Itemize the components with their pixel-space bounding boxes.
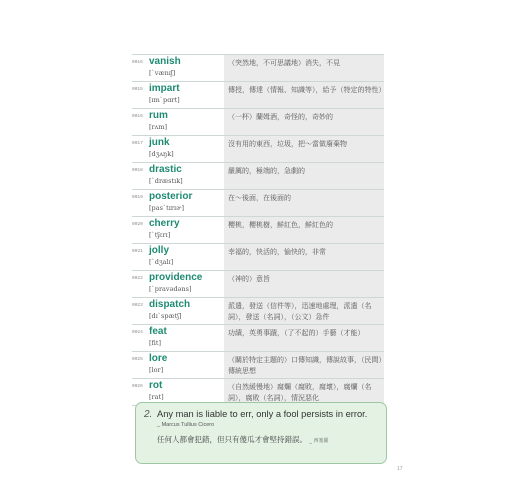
phonetic: [ˋvænɪʃ] — [149, 69, 176, 77]
headword: impart — [149, 83, 180, 94]
word-cell — [148, 190, 222, 216]
word-cell — [148, 217, 222, 243]
vocab-row — [132, 325, 384, 352]
definition: 傳授，傳達（情報、知識等），給予（特定的特性） — [228, 86, 386, 94]
vocab-row — [132, 82, 384, 109]
phonetic: [fit] — [149, 339, 162, 347]
quote-text: Any man is liable to err, only a fool persists in error. — [157, 409, 368, 419]
definition: （關於特定主題的）口傳知識，傳說故事，（民間）傳統思想 — [228, 356, 382, 375]
vocab-row — [132, 217, 384, 244]
definition: 在～後面，在後面的 — [228, 194, 291, 202]
word-cell — [148, 82, 222, 108]
definition: 沒有用的東西，垃圾，把～當做廢棄物 — [228, 140, 347, 148]
page-number: 17 — [397, 466, 403, 472]
phonetic: [rat] — [149, 393, 164, 401]
definition: 嚴厲的，極端的，急劇的 — [228, 167, 305, 175]
word-cell — [148, 55, 222, 81]
definition-cell — [224, 190, 384, 216]
definition-cell — [224, 82, 384, 108]
definition-cell — [224, 55, 384, 81]
entry-number: 0021 — [132, 249, 143, 254]
definition-cell — [224, 163, 384, 189]
entry-number: 0023 — [132, 303, 143, 308]
definition: 幸福的，快活的，愉快的，非常 — [228, 248, 326, 256]
vocab-row — [132, 271, 384, 298]
word-cell — [148, 136, 222, 162]
vocab-row — [132, 352, 384, 379]
phonetic: [pasˋtɪrɪɚ] — [149, 204, 185, 212]
phonetic: [lor] — [149, 366, 164, 374]
phonetic: [dʒʌŋk] — [149, 150, 174, 158]
word-cell — [148, 298, 222, 324]
entry-number: 0016 — [132, 60, 143, 65]
definition: （自然緩慢地）腐爛（腐敗，腐壞），腐爛（名詞），腐敗（名詞），情況惡化 — [228, 383, 372, 402]
quote-translation-line — [157, 434, 328, 445]
vocab-row — [132, 109, 384, 136]
headword: vanish — [149, 56, 181, 67]
quote-source: _ 西塞羅 — [309, 438, 329, 444]
vocab-row — [132, 163, 384, 190]
quote-author: _ Marcus Tullius Cicero — [157, 422, 215, 428]
entry-number: 0019 — [132, 195, 143, 200]
definition: 功績，英勇事蹟，（了不起的）手藝（才能） — [228, 329, 365, 337]
phonetic: [dɪˋspætʃ] — [149, 312, 182, 320]
definition-cell — [224, 298, 384, 324]
headword: rum — [149, 110, 168, 121]
entry-number: 0020 — [132, 222, 143, 227]
entry-number: 0024 — [132, 330, 143, 335]
phonetic: [ˋdræstɪk] — [149, 177, 183, 185]
headword: posterior — [149, 191, 193, 202]
definition-cell — [224, 244, 384, 270]
definition-cell — [224, 109, 384, 135]
word-cell — [148, 163, 222, 189]
definition: （突然地，不可思議地）消失，不見 — [228, 59, 340, 67]
vocab-row — [132, 55, 384, 82]
quote-box — [135, 402, 387, 464]
definition: （神的）意旨 — [228, 275, 270, 283]
phonetic: [ɪmˋpɑrt] — [149, 96, 180, 104]
headword: drastic — [149, 164, 182, 175]
phonetic: [ˋdʒalɪ] — [149, 258, 174, 266]
vocab-table — [132, 54, 384, 406]
definition: （一杯）蘭姆酒，奇怪的，奇妙的 — [228, 113, 333, 121]
headword: providence — [149, 272, 203, 283]
definition-cell — [224, 325, 384, 351]
headword: dispatch — [149, 299, 191, 310]
definition: 派遣，發送（信件等），迅速地處理，派遣（名詞），發送（名詞），（公文）急件 — [228, 302, 372, 321]
entry-number: 0015 — [132, 87, 143, 92]
word-cell — [148, 109, 222, 135]
entry-number: 0018 — [132, 168, 143, 173]
vocab-row — [132, 190, 384, 217]
definition: 櫻桃，櫻桃樹，鮮紅色，鮮紅色的 — [228, 221, 333, 229]
vocab-row — [132, 298, 384, 325]
definition-cell — [224, 136, 384, 162]
phonetic: [ˋtʃɛrɪ] — [149, 231, 171, 239]
definition-cell — [224, 217, 384, 243]
phonetic: [rʌm] — [149, 123, 168, 131]
quote-translation: 任何人都會犯錯，但只有傻瓜才會堅持錯誤。 — [157, 435, 307, 444]
word-cell — [148, 325, 222, 351]
headword: feat — [149, 326, 167, 337]
headword: cherry — [149, 218, 180, 229]
word-cell — [148, 352, 222, 378]
entry-number: 0017 — [132, 141, 143, 146]
definition-cell — [224, 352, 384, 378]
headword: rot — [149, 380, 163, 391]
headword: junk — [149, 137, 170, 148]
entry-number: 0022 — [132, 276, 143, 281]
entry-number: 0016 — [132, 114, 143, 119]
word-cell — [148, 244, 222, 270]
vocab-row — [132, 244, 384, 271]
word-cell — [148, 271, 222, 297]
vocab-row — [132, 136, 384, 163]
headword: jolly — [149, 245, 170, 256]
definition-cell — [224, 271, 384, 297]
entry-number: 0026 — [132, 384, 143, 389]
quote-number: 2. — [144, 409, 153, 420]
entry-number: 0025 — [132, 357, 143, 362]
headword: lore — [149, 353, 168, 364]
phonetic: [ˋpravədəns] — [149, 285, 192, 293]
